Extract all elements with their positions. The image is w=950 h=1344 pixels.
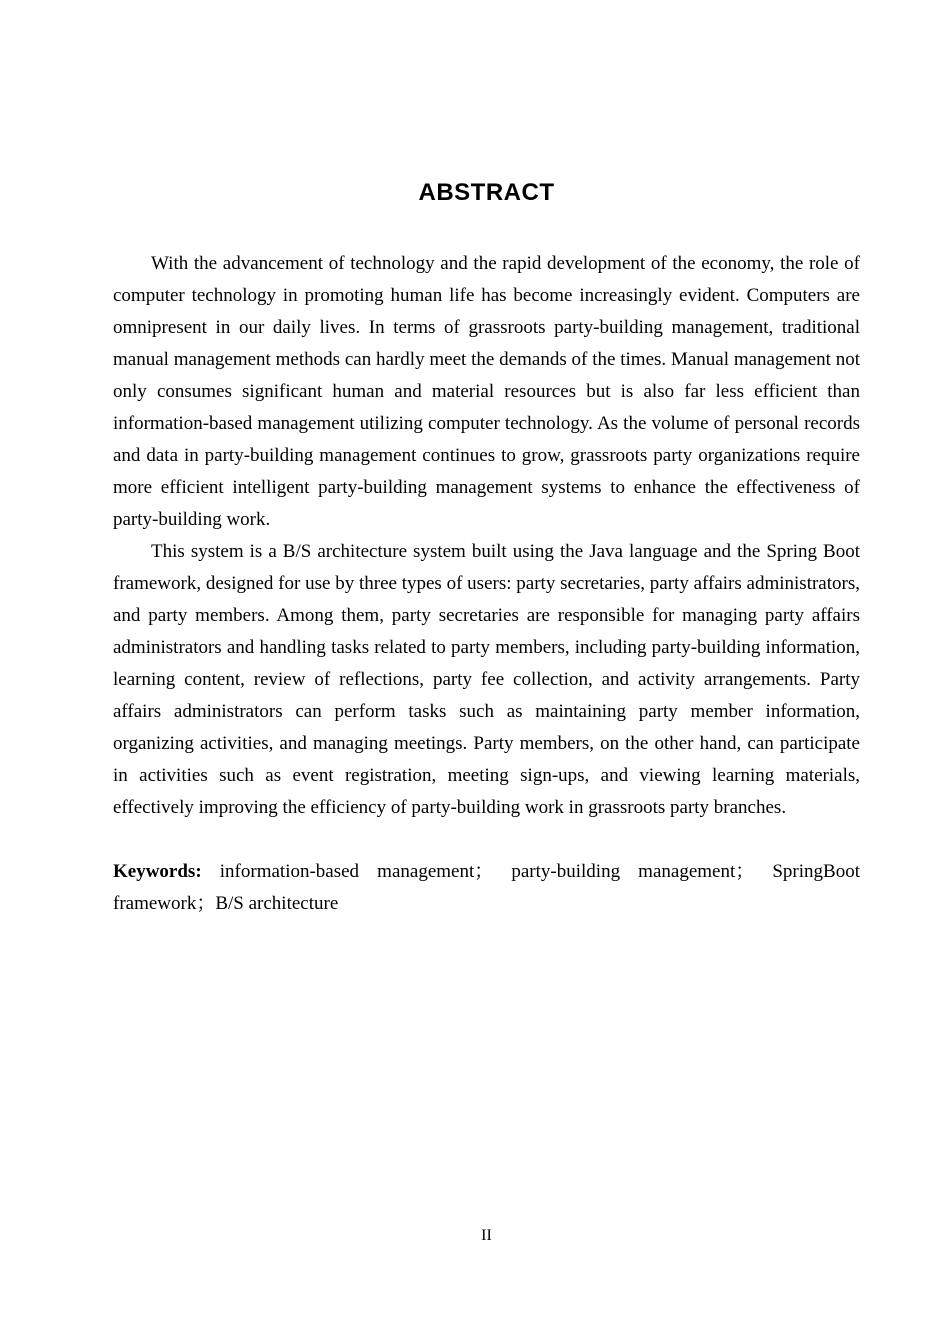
page-title: ABSTRACT: [418, 179, 555, 206]
keywords-text: information-based management； party-building management； SpringBoot framework；B/S architecture: [113, 861, 860, 914]
keywords-line: [113, 856, 860, 920]
page-number: II: [481, 1227, 492, 1244]
abstract-paragraph-2: This system is a B/S architecture system built using the Java language and the Spring Boot framework, designed for use by three types of users: party secretaries, party affairs administrators, and party members. Among them, party secretaries are responsible for managing party affairs administrators and handling tasks related to party members, including party-building information, learning content, review of reflections, party fee collection, and activity arrangements. Party affairs administrators can perform tasks such as maintaining party member information, organizing activities, and managing meetings. Party members, on the other hand, can participate in activities such as event registration, meeting sign-ups, and viewing learning materials, effectively improving the efficiency of party-building work in grassroots party branches.: [113, 541, 860, 818]
document-page: [113, 0, 860, 920]
abstract-paragraph-1: With the advancement of technology and the rapid development of the economy, the role of computer technology in promoting human life has become increasingly evident. Computers are omnipresent in our daily lives. In terms of grassroots party-building management, traditional manual management methods can hardly meet the demands of the times. Manual management not only consumes significant human and material resources but is also far less efficient than information-based management utilizing computer technology. As the volume of personal records and data in party-building management continues to grow, grassroots party organizations require more efficient intelligent party-building management systems to enhance the effectiveness of party-building work.: [113, 253, 860, 530]
keywords-label: Keywords:: [113, 861, 202, 882]
